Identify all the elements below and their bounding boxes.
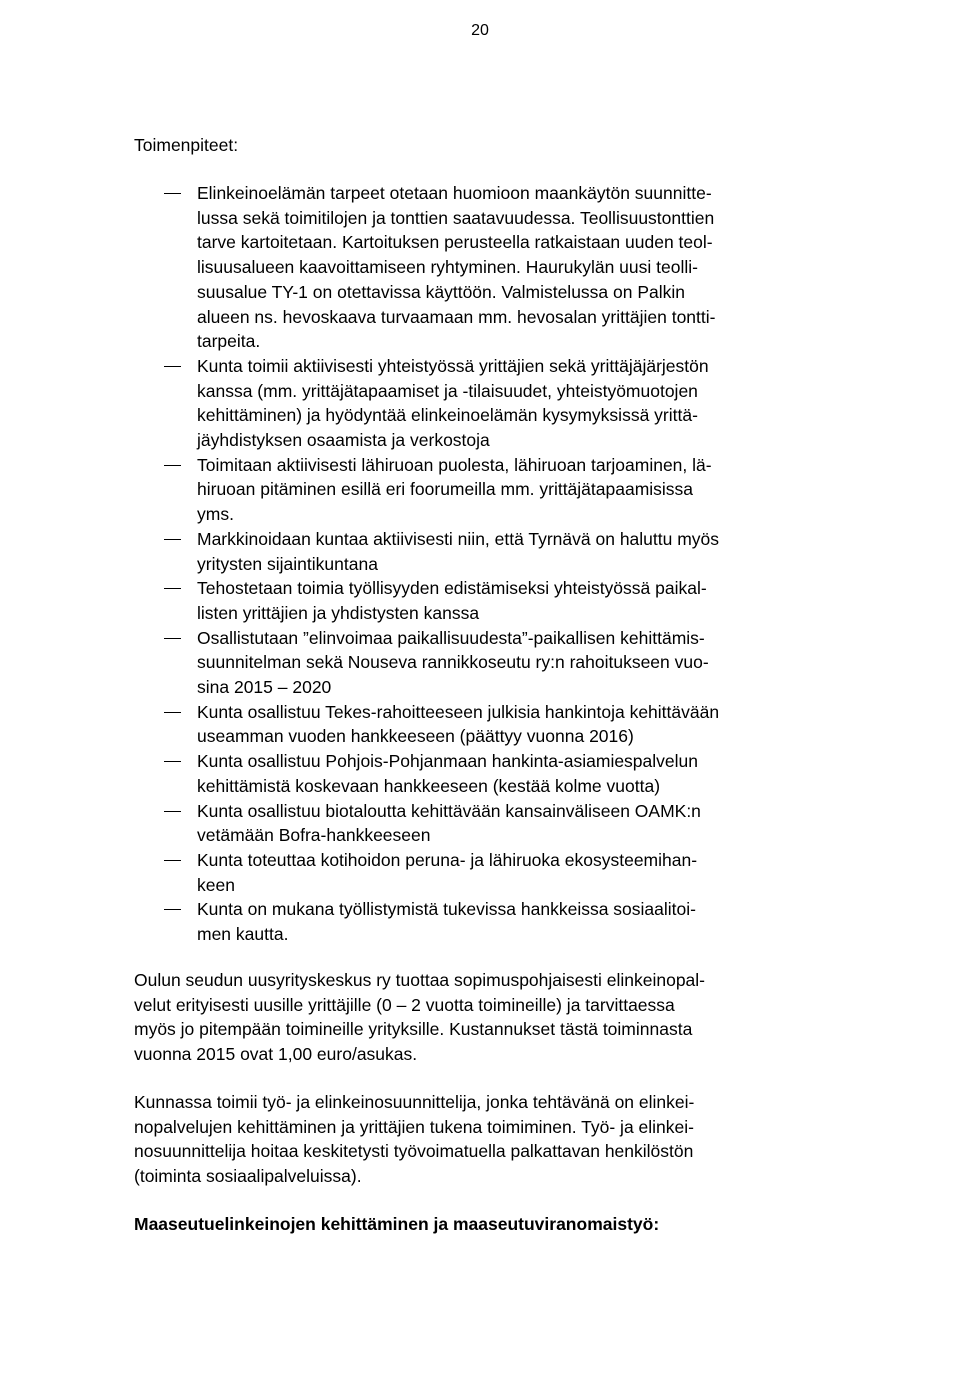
section-heading-maaseutu: Maaseutuelinkeinojen kehittäminen ja maaseutuviranomaistyö: [134,1214,660,1234]
list-item: Kunta osallistuu Tekes-rahoitteeseen julkisia hankintoja kehittävään useamman vuoden hankkeeseen (päättyy vuonna 2016) [134,700,834,749]
list-item: Toimitaan aktiivisesti lähiruoan puolesta, lähiruoan tarjoaminen, lä- hiruoan pitäminen esillä eri foorumeilla mm. yrittäjätapaamisissa yms. [134,453,834,527]
page-number: 20 [471,22,489,39]
paragraph-uusyrityskeskus: Oulun seudun uusyrityskeskus ry tuottaa sopimuspohjaisesti elinkeinopal- velut erityisesti uusille yrittäjille (0 – 2 vuotta toimineille) ja tarvittaessa myös jo pitempään toimineille yrityksille. Kustannukset tästä toiminnasta vuonna 2015 ovat 1,00 euro/asukas. [134,970,705,1065]
list-item: Elinkeinoelämän tarpeet otetaan huomioon maankäytön suunnitte- lussa sekä toimitilojen ja tonttien saatavuudessa. Teollisuustonttien tarve kartoitetaan. Kartoituksen perusteella ratkaistaan uuden teol- lisuusalueen kaavoittamiseen ryhtyminen. Haurukylän uusi teolli- suusalue TY-1 on otettavissa käyttöön. Valmistelussa on Palkin alueen ns. hevoskaava turvaamaan mm. hevosalan yrittäjien tontti- tarpeita. [134,181,834,354]
list-item: Kunta toteuttaa kotihoidon peruna- ja lähiruoka ekosysteemihan- keen [134,848,834,897]
list-item: Markkinoidaan kuntaa aktiivisesti niin, että Tyrnävä on haluttu myös yritysten sijaintikuntana [134,527,834,576]
list-item: Kunta toimii aktiivisesti yhteistyössä yrittäjien sekä yrittäjäjärjestön kanssa (mm. yrittäjätapaamiset ja -tilaisuudet, yhteistyömuotojen kehittäminen) ja hyödyntää elinkeinoelämän kysymyksissä yrittä- jäyhdistyksen osaamista ja verkostoja [134,354,834,453]
dash-bullet-icon [164,465,181,466]
dash-bullet-icon [164,811,181,812]
dash-bullet-icon [164,761,181,762]
dash-bullet-icon [164,588,181,589]
dash-bullet-icon [164,638,181,639]
dash-bullet-icon [164,712,181,713]
dash-bullet-icon [164,366,181,367]
measures-list [134,181,834,947]
dash-bullet-icon [164,193,181,194]
dash-bullet-icon [164,860,181,861]
list-item: Osallistutaan ”elinvoimaa paikallisuudesta”-paikallisen kehittämis- suunnitelman sekä Nouseva rannikkoseutu ry:n rahoitukseen vuo- sina 2015 – 2020 [134,626,834,700]
list-item: Kunta on mukana työllistymistä tukevissa hankkeissa sosiaalitoi- men kautta. [134,897,834,946]
paragraph-elinkeinosuunnittelija: Kunnassa toimii työ- ja elinkeinosuunnittelija, jonka tehtävänä on elinkei- nopalvelujen kehittäminen ja yrittäjien tukena toimiminen. Työ- ja elinkei- nosuunnittelija hoitaa keskitetysti työvoimatuella palkattavan henkilöstön (toiminta sosiaalipalveluissa). [134,1092,695,1187]
list-item: Tehostetaan toimia työllisyyden edistämiseksi yhteistyössä paikal- listen yrittäjien ja yhdistysten kanssa [134,576,834,625]
list-item: Kunta osallistuu biotaloutta kehittävään kansainväliseen OAMK:n vetämään Bofra-hankkeeseen [134,799,834,848]
dash-bullet-icon [164,909,181,910]
dash-bullet-icon [164,539,181,540]
list-item: Kunta osallistuu Pohjois-Pohjanmaan hankinta-asiamiespalvelun kehittämistä koskevaan hankkeeseen (kestää kolme vuotta) [134,749,834,798]
section-title-measures: Toimenpiteet: [134,135,239,155]
